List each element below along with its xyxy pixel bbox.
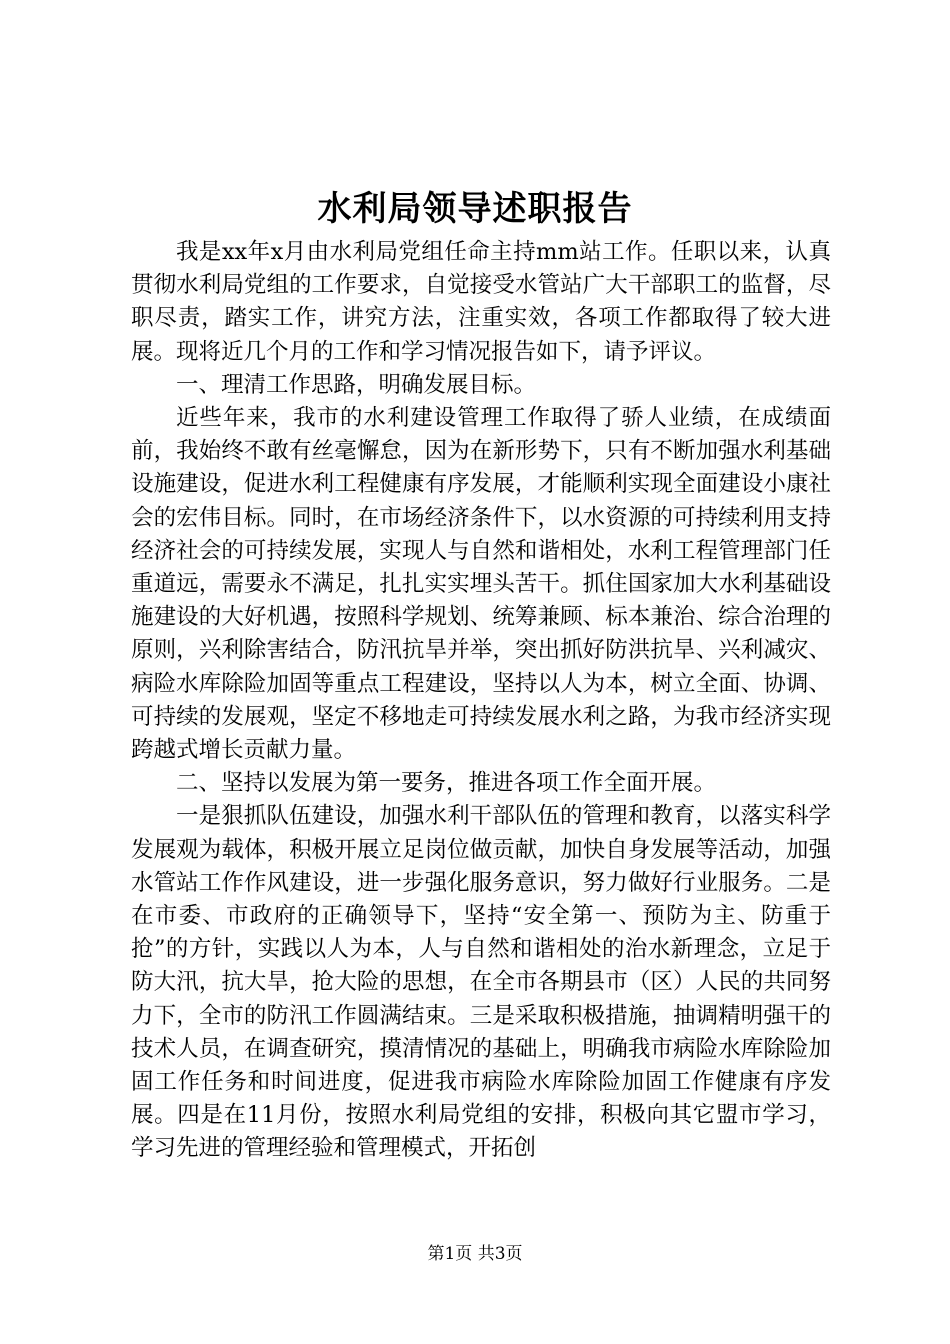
section-heading-1: 一、理清工作思路，明确发展目标。	[176, 371, 537, 398]
page-footer	[0, 1242, 950, 1266]
document-body	[131, 236, 831, 1166]
paragraph-intro: 我是xx年x月由水利局党组任命主持mm站工作。任职以来，认真贯彻水利局党组的工作要求，自觉接受水管站广大干部职工的监督，尽职尽责，踏实工作，讲究方法，注重实效，各项工作都取得了较大进展。现将近几个月的工作和学习情况报告如下，请予评议。	[131, 239, 831, 365]
section-heading-2: 二、坚持以发展为第一要务，推进各项工作全面开展。	[176, 770, 717, 797]
page-number: 第1页 共3页	[427, 1244, 523, 1264]
document-title: 水利局领导述职报告	[317, 189, 633, 229]
paragraph-section-1: 近些年来，我市的水利建设管理工作取得了骄人业绩，在成绩面前，我始终不敢有丝毫懈怠，因为在新形势下，只有不断加强水利基础设施建设，促进水利工程健康有序发展，才能顺利实现全面建设小康社会的宏伟目标。同时，在市场经济条件下，以水资源的可持续利用支持经济社会的可持续发展，实现人与自然和谐相处，水利工程管理部门任重道远，需要永不满足，扎扎实实埋头苦干。抓住国家加大水利基础设施建设的大好机遇，按照科学规划、统筹兼顾、标本兼治、综合治理的原则，兴利除害结合，防汛抗旱并举，突出抓好防洪抗旱、兴利减灾、病险水库除险加固等重点工程建设，坚持以人为本，树立全面、协调、可持续的发展观，坚定不移地走可持续发展水利之路，为我市经济实现跨越式增长贡献力量。	[131, 405, 831, 764]
paragraph-section-2: 一是狠抓队伍建设，加强水利干部队伍的管理和教育，以落实科学发展观为载体，积极开展立足岗位做贡献，加快自身发展等活动，加强水管站工作作风建设，进一步强化服务意识，努力做好行业服务。二是在市委、市政府的正确领导下，坚持“安全第一、预防为主、防重于抢”的方针，实践以人为本，人与自然和谐相处的治水新理念，立足于防大汛，抗大旱，抢大险的思想，在全市各期县市（区）人民的共同努力下，全市的防汛工作圆满结束。三是采取积极措施，抽调精明强干的技术人员，在调查研究，摸清情况的基础上，明确我市病险水库除险加固工作任务和时间进度，促进我市病险水库除险加固工作健康有序发展。四是在11月份，按照水利局党组的安排，积极向其它盟市学习，学习先进的管理经验和管理模式，开拓创	[131, 803, 831, 1162]
